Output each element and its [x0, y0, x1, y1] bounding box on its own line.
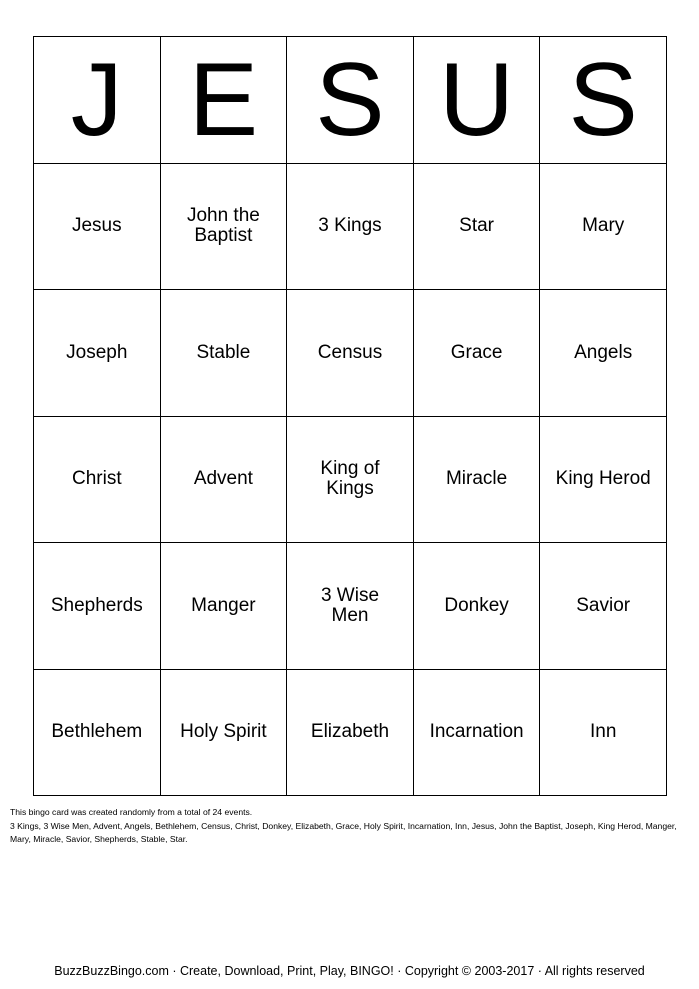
- bingo-square: [540, 417, 667, 544]
- bingo-square: [540, 164, 667, 291]
- bingo-square-label: Angels: [574, 341, 633, 363]
- bingo-square-label: Shepherds: [50, 594, 143, 616]
- bingo-square-label: Manger: [191, 594, 256, 616]
- events-list: 3 Kings, 3 Wise Men, Advent, Angels, Bethlehem, Census, Christ, Donkey, Elizabeth, Grace, Holy Spirit, Incarnation, Inn, Jesus, John the Baptist, Joseph, King Herod, Manger, Mary, Miracle, Savior, Shepherds, Stable, Star.: [10, 820, 677, 844]
- bingo-square: [34, 670, 161, 797]
- bingo-square: [161, 543, 288, 670]
- bingo-square: [161, 417, 288, 544]
- bingo-square: [414, 290, 541, 417]
- page-footer: BuzzBuzzBingo.com · Create, Download, Print, Play, BINGO! · Copyright © 2003-2017 · All rights reserved: [54, 964, 645, 978]
- bingo-square-label: Mary: [582, 215, 625, 237]
- bingo-square: [540, 290, 667, 417]
- bingo-square-label: Savior: [576, 594, 631, 616]
- bingo-square-label: Jesus: [71, 215, 122, 237]
- bingo-square-label: King of Kings: [320, 458, 380, 500]
- bingo-square-label: Christ: [71, 468, 122, 490]
- bingo-square-label: Advent: [193, 468, 253, 490]
- header-letter-4: U: [414, 37, 541, 164]
- bingo-square-label: Elizabeth: [310, 721, 390, 743]
- bingo-square-label: 3 Wise Men: [320, 584, 380, 626]
- bingo-square: [540, 543, 667, 670]
- header-letter-5: S: [540, 37, 667, 164]
- bingo-square-label: Census: [317, 341, 383, 363]
- bingo-square: [287, 670, 414, 797]
- bingo-square: [34, 417, 161, 544]
- bingo-square: [540, 670, 667, 797]
- bingo-square-label: Bethlehem: [51, 721, 143, 743]
- header-letter-2: E: [161, 37, 288, 164]
- bingo-square: [414, 164, 541, 291]
- bingo-square: [414, 417, 541, 544]
- card-summary: This bingo card was created randomly from a total of 24 events.: [10, 807, 253, 817]
- bingo-square-label: Donkey: [444, 594, 509, 616]
- bingo-square-label: Joseph: [66, 341, 128, 363]
- bingo-square-label: Inn: [589, 721, 617, 743]
- bingo-square-label: Stable: [196, 341, 251, 363]
- bingo-square-label: 3 Kings: [318, 215, 382, 237]
- bingo-square: [287, 543, 414, 670]
- bingo-square: [414, 543, 541, 670]
- bingo-square: [161, 290, 288, 417]
- bingo-square: [34, 164, 161, 291]
- bingo-square-label: Grace: [450, 341, 503, 363]
- card-info: [10, 806, 685, 847]
- bingo-square: [287, 417, 414, 544]
- bingo-square: [287, 164, 414, 291]
- bingo-square: [161, 164, 288, 291]
- bingo-square: [161, 670, 288, 797]
- bingo-square: [414, 670, 541, 797]
- header-letter-3: S: [287, 37, 414, 164]
- bingo-square-label: Miracle: [445, 468, 508, 490]
- bingo-square: [34, 543, 161, 670]
- bingo-square-label: Holy Spirit: [180, 721, 267, 743]
- bingo-square-label: King Herod: [555, 468, 651, 490]
- bingo-square-label: Star: [459, 215, 495, 237]
- bingo-square-label: Incarnation: [429, 721, 524, 743]
- bingo-square: [287, 290, 414, 417]
- bingo-square: [34, 290, 161, 417]
- bingo-square-label: John the Baptist: [186, 205, 260, 247]
- bingo-card: [33, 36, 667, 796]
- header-letter-1: J: [34, 37, 161, 164]
